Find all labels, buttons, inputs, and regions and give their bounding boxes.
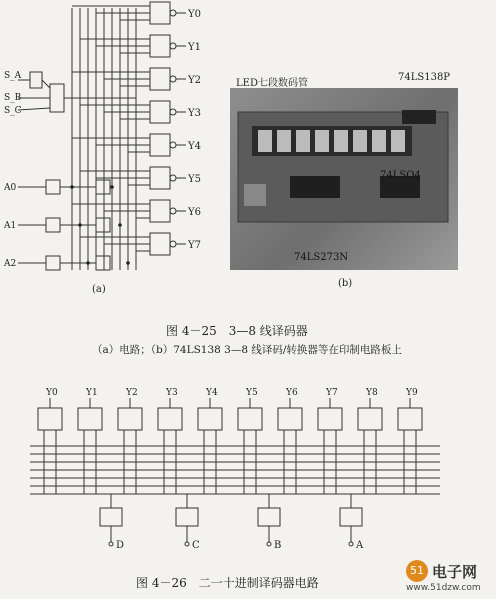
fig26-caption: 图 4－26 二一十进制译码器电路	[136, 576, 319, 590]
output-d: D	[116, 540, 125, 551]
input-y9: Y9	[406, 388, 418, 398]
address-label-0: A0	[4, 183, 17, 193]
output-y5: Y5	[188, 174, 201, 185]
output-y0: Y0	[188, 9, 201, 20]
watermark-url: www.51dzw.com	[406, 583, 481, 593]
output-y6: Y6	[188, 207, 201, 218]
output-y7: Y7	[188, 240, 201, 251]
input-y2: Y2	[126, 388, 138, 398]
part-a-label: (a)	[92, 284, 106, 295]
address-label-2: A2	[4, 259, 17, 269]
photo-label-display: LED七段数码管	[236, 78, 308, 89]
watermark-logo-icon: 51	[406, 560, 428, 582]
input-y5: Y5	[246, 388, 258, 398]
part-b-label: (b)	[338, 278, 353, 289]
bcd-encoder-circuit	[0, 380, 496, 560]
input-y8: Y8	[366, 388, 378, 398]
fig25-caption: 图 4－25 3—8 线译码器	[166, 324, 308, 338]
address-label-1: A1	[4, 221, 17, 231]
input-y1: Y1	[86, 388, 98, 398]
output-y2: Y2	[188, 75, 201, 86]
output-c: C	[192, 540, 200, 551]
output-y1: Y1	[188, 42, 201, 53]
output-y3: Y3	[188, 108, 201, 119]
pcb-photo	[230, 88, 458, 270]
output-y4: Y4	[188, 141, 201, 152]
select-label-c: S_C	[4, 106, 22, 116]
watermark-brand: 电子网	[432, 562, 478, 581]
input-y3: Y3	[166, 388, 178, 398]
photo-label-chip3: 74LS273N	[294, 252, 349, 263]
pcb-drawing	[230, 88, 458, 270]
select-label-b: S_B	[4, 93, 22, 103]
input-y0: Y0	[46, 388, 58, 398]
photo-label-chip1: 74LS138P	[398, 72, 451, 83]
output-a: A	[356, 540, 364, 551]
decoder-3-8-circuit	[0, 0, 230, 300]
input-y4: Y4	[206, 388, 218, 398]
output-b: B	[274, 540, 282, 551]
watermark	[406, 560, 481, 593]
photo-label-chip2: 74LSO4	[380, 170, 421, 181]
fig25-subcaption: （a）电路；（b）74LS138 3—8 线译码/转换器等在印制电路板上	[92, 344, 402, 356]
input-y7: Y7	[326, 388, 338, 398]
input-y6: Y6	[286, 388, 298, 398]
select-label-a: S_A	[4, 71, 22, 81]
